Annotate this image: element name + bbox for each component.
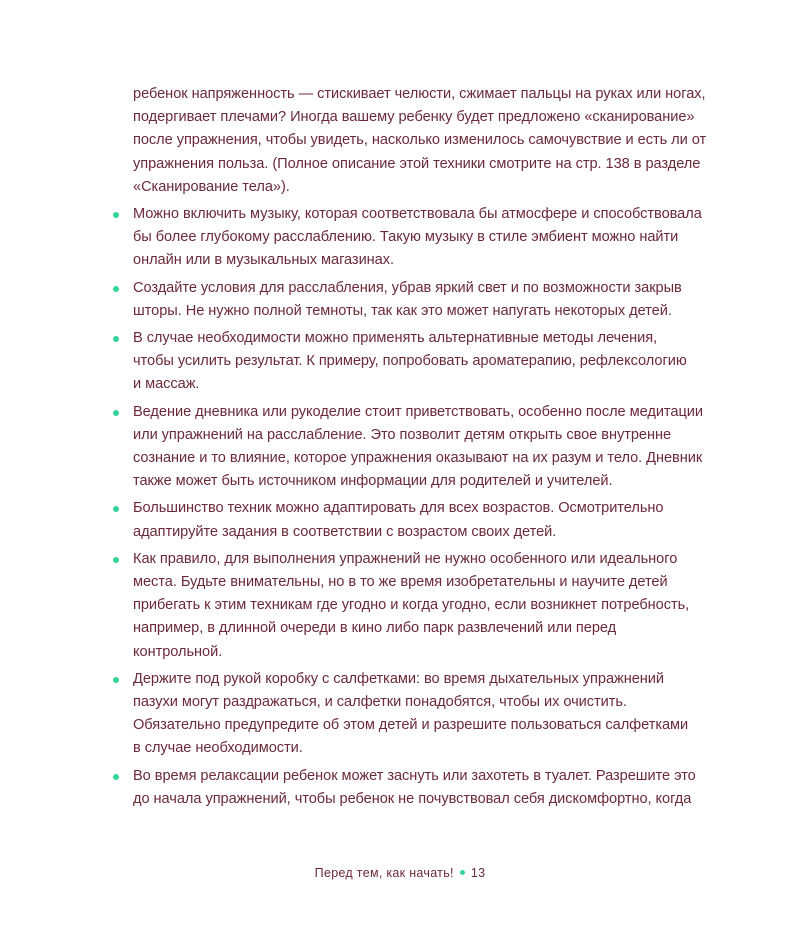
text-line: упражнения польза. (Полное описание этой техники смотрите на стр. 138 в разделе bbox=[133, 155, 701, 172]
bullet-icon bbox=[113, 557, 119, 563]
text-line: до начала упражнений, чтобы ребенок не почувствовал себя дискомфортно, когда bbox=[133, 790, 692, 807]
text-line: Во время релаксации ребенок может заснуть или захотеть в туалет. Разрешите это bbox=[133, 767, 696, 784]
page-number: 13 bbox=[470, 866, 486, 880]
text-line: в случае необходимости. bbox=[133, 740, 303, 757]
text-line: бы более глубокому расслаблению. Такую музыку в стиле эмбиент можно найти bbox=[133, 229, 679, 246]
bullet-icon bbox=[113, 212, 119, 218]
bullet-icon bbox=[113, 774, 119, 780]
list-item bbox=[133, 497, 703, 543]
bullet-icon bbox=[113, 286, 119, 292]
text-line: сознание и то влияние, которое упражнения оказывают на их разум и тело. Дневник bbox=[133, 450, 703, 467]
body-text bbox=[133, 83, 707, 815]
text-line: адаптируйте задания в соответствии с возрастом своих детей. bbox=[133, 523, 557, 540]
text-line: Можно включить музыку, которая соответствовала бы атмосфере и способствовала bbox=[133, 206, 702, 223]
bullet-icon bbox=[113, 336, 119, 342]
footer-dot-icon bbox=[460, 870, 465, 875]
page-footer bbox=[0, 864, 800, 882]
text-line: В случае необходимости можно применять альтернативные методы лечения, bbox=[133, 330, 658, 347]
bullet-icon bbox=[113, 506, 119, 512]
text-line: чтобы усилить результат. К примеру, попробовать ароматерапию, рефлексологию bbox=[133, 353, 687, 370]
text-line: Создайте условия для расслабления, убрав яркий свет и по возможности закрыв bbox=[133, 279, 682, 296]
text-line: Как правило, для выполнения упражнений не нужно особенного или идеального bbox=[133, 550, 678, 567]
list-item bbox=[133, 765, 703, 811]
list-item bbox=[133, 668, 703, 761]
text-line: ребенок напряженность — стискивает челюсти, сжимает пальцы на руках или ногах, bbox=[133, 86, 706, 102]
list-item bbox=[133, 277, 703, 323]
bullet-icon bbox=[113, 677, 119, 683]
text-line: онлайн или в музыкальных магазинах. bbox=[133, 252, 394, 269]
text-line: и массаж. bbox=[133, 376, 200, 393]
bullet-icon bbox=[113, 410, 119, 416]
text-line: подергивает плечами? Иногда вашему ребенку будет предложено «сканирование» bbox=[133, 109, 695, 126]
list-item bbox=[133, 327, 703, 397]
text-line: Большинство техник можно адаптировать для всех возрастов. Осмотрительно bbox=[133, 500, 664, 517]
text-line: «Сканирование тела»). bbox=[133, 178, 290, 195]
text-line: например, в длинной очереди в кино либо парк развлечений или перед bbox=[133, 620, 617, 637]
intro-paragraph bbox=[133, 83, 707, 199]
text-line: пазухи могут раздражаться, и салфетки понадобятся, чтобы их очистить. bbox=[133, 694, 627, 711]
text-line: Держите под рукой коробку с салфетками: во время дыхательных упражнений bbox=[133, 670, 665, 687]
text-line: контрольной. bbox=[133, 643, 223, 660]
chapter-title: Перед тем, как начать! bbox=[314, 866, 454, 880]
text-line: Ведение дневника или рукоделие стоит приветствовать, особенно после медитации bbox=[133, 403, 703, 420]
text-line: также может быть источником информации для родителей и учителей. bbox=[133, 473, 613, 490]
text-line: или упражнений на расслабление. Это позволит детям открыть свое внутренне bbox=[133, 426, 672, 443]
text-line: места. Будьте внимательны, но в то же время изобретательны и научите детей bbox=[133, 574, 668, 591]
text-line: шторы. Не нужно полной темноты, так как это может напугать некоторых детей. bbox=[133, 302, 672, 319]
text-line: прибегать к этим техникам где угодно и когда угодно, если возникнет потребность, bbox=[133, 597, 690, 614]
text-line: после упражнения, чтобы увидеть, насколько изменилось самочувствие и есть ли от bbox=[133, 132, 707, 149]
list-item bbox=[133, 203, 703, 273]
list-item bbox=[133, 401, 703, 494]
text-line: Обязательно предупредите об этом детей и разрешите пользоваться салфетками bbox=[133, 717, 689, 734]
tips-list bbox=[133, 203, 703, 811]
list-item bbox=[133, 548, 703, 664]
